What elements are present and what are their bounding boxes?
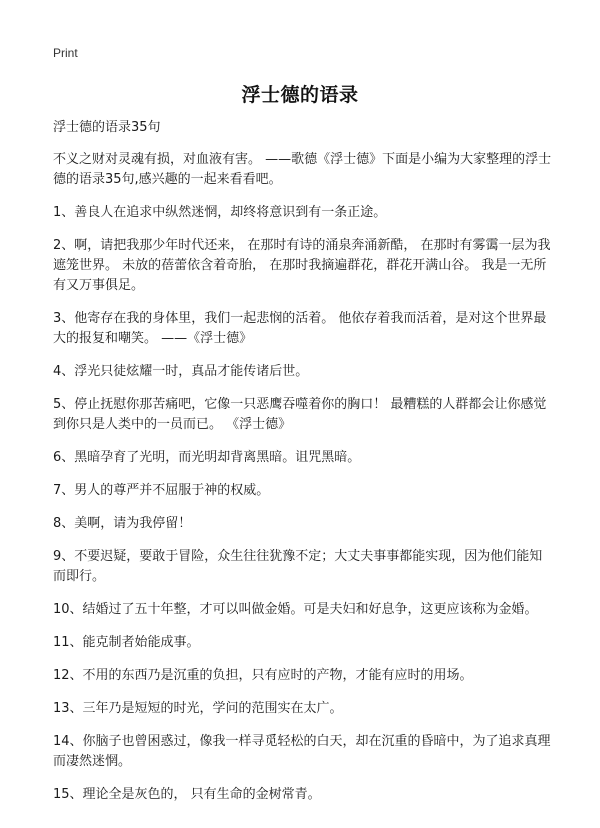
print-label: Print bbox=[53, 46, 78, 60]
quote-item-13: 13、三年乃是短短的时光，学问的范围实在太广。 bbox=[53, 701, 343, 716]
quote-item-2: 2、啊，请把我那少年时代还来， 在那时有诗的涌泉奔涌新酷， 在那时有雾霭一层为我遮笼世界。 未放的蓓蕾依含着奇胎， 在那时我摘遍群花，群花开满山谷。 我是一无所有又万事俱足。 bbox=[53, 238, 551, 293]
quote-item-15: 15、理论全是灰色的， 只有生命的金树常青。 bbox=[53, 787, 321, 802]
quote-item-7: 7、男人的尊严并不屈服于神的权威。 bbox=[53, 483, 270, 498]
quote-item-4: 4、浮光只徒炫耀一时，真品才能传诸后世。 bbox=[53, 364, 309, 379]
quote-item-1: 1、善良人在追求中纵然迷惘，却终将意识到有一条正途。 bbox=[53, 205, 387, 220]
quote-item-5: 5、停止抚慰你那苦痛吧，它像一只恶鹰吞噬着你的胸口！ 最糟糕的人群都会让你感觉到你只是人类中的一员而已。 《浮士德》 bbox=[53, 397, 547, 432]
document-body bbox=[53, 118, 553, 818]
quote-item-14: 14、你脑子也曾困惑过，像我一样寻觅轻松的白天，却在沉重的昏暗中，为了追求真理而凄然迷惘。 bbox=[53, 734, 551, 769]
quote-item-8: 8、美啊，请为我停留！ bbox=[53, 516, 192, 531]
quote-item-9: 9、不要迟疑，要敢于冒险，众生往往犹豫不定；大丈夫事事都能实现，因为他们能知而即行。 bbox=[53, 549, 543, 584]
quote-item-3: 3、他寄存在我的身体里，我们一起悲悯的活着。 他依存着我而活着，是对这个世界最大的报复和嘲笑。 ——《浮士德》 bbox=[53, 311, 547, 346]
quote-item-6: 6、黑暗孕育了光明，而光明却背离黑暗。诅咒黑暗。 bbox=[53, 450, 361, 465]
quote-item-12: 12、不用的东西乃是沉重的负担，只有应时的产物，才能有应时的用场。 bbox=[53, 668, 473, 683]
page-title: 浮士德的语录 bbox=[241, 84, 359, 106]
intro-paragraph: 不义之财对灵魂有损，对血液有害。 ——歌德《浮士德》下面是小编为大家整理的浮士德的语录35句,感兴趣的一起来看看吧。 bbox=[53, 152, 552, 187]
quote-item-11: 11、能克制者始能成事。 bbox=[53, 635, 200, 650]
document-subtitle: 浮士德的语录35句 bbox=[53, 120, 161, 135]
quote-item-10: 10、结婚过了五十年整，才可以叫做金婚。可是夫妇和好息争，这更应该称为金婚。 bbox=[53, 602, 538, 617]
